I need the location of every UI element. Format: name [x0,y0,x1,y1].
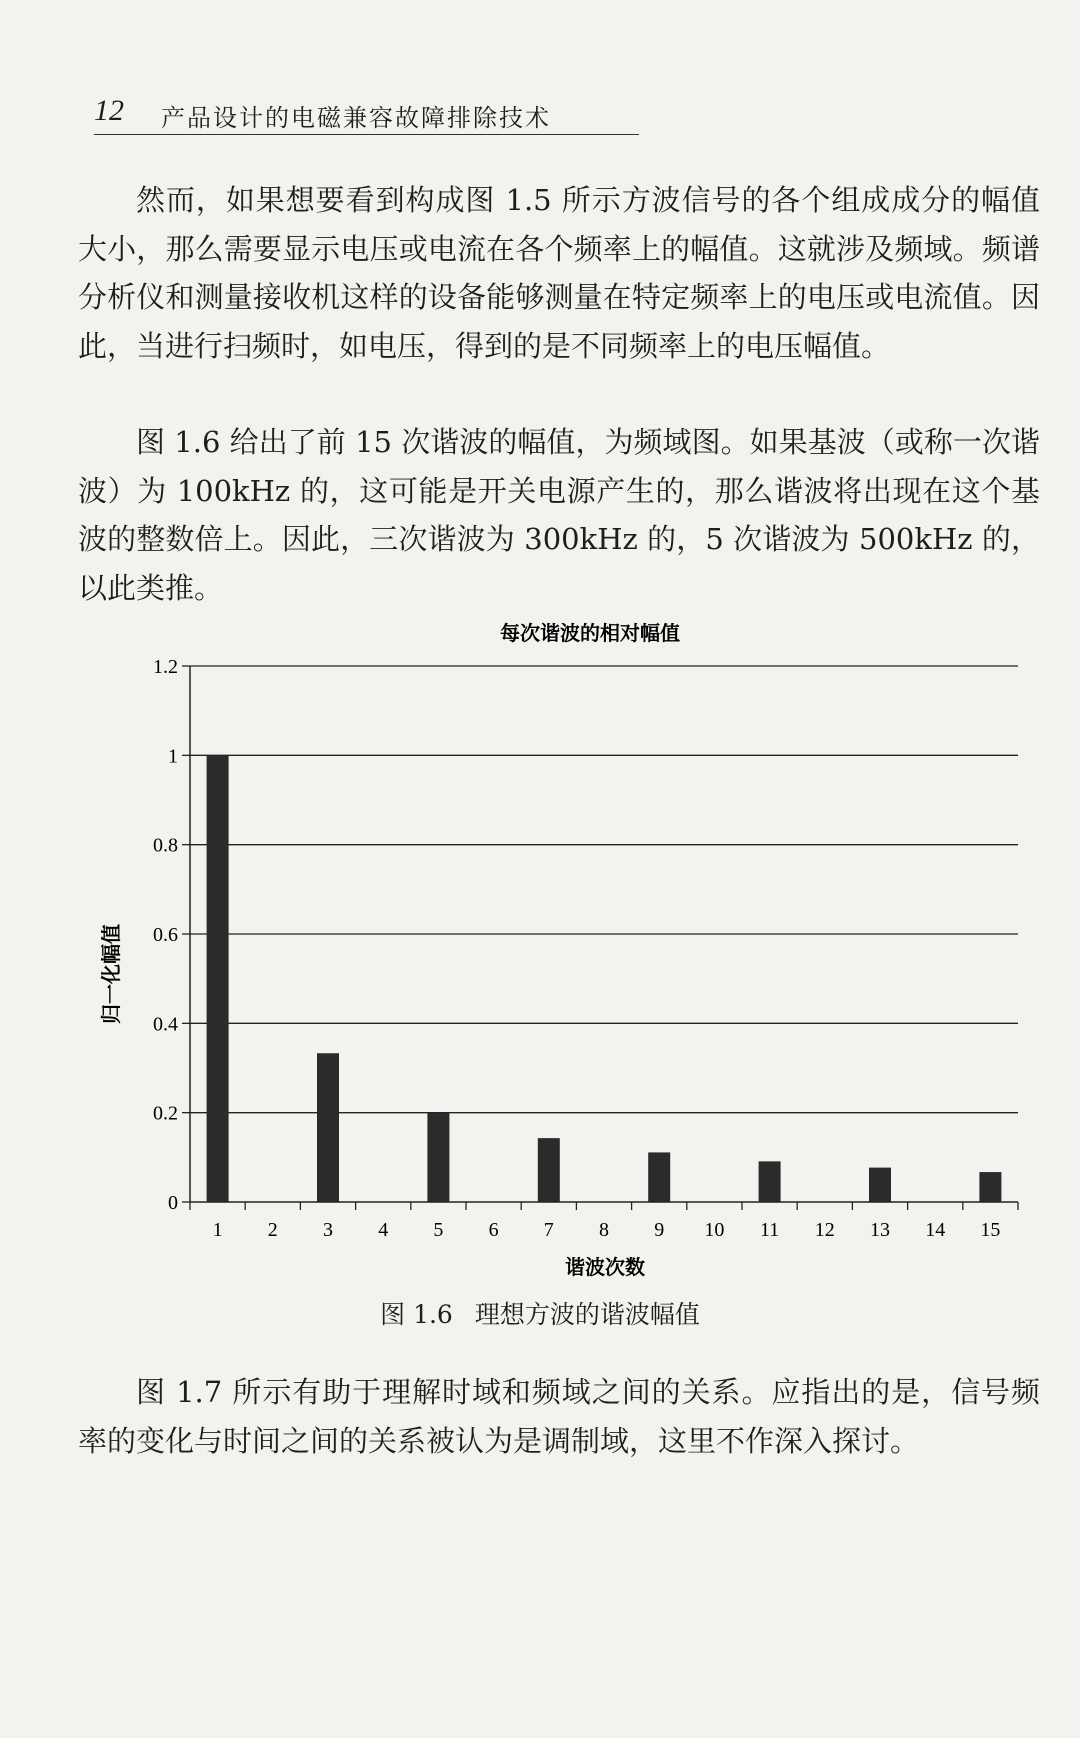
paragraph-2: 图 1.6 给出了前 15 次谐波的幅值，为频域图。如果基波（或称一次谐波）为 100kHz 的，这可能是开关电源产生的，那么谐波将出现在这个基波的整数倍上。因此，三次谐波为 300kHz 的，5 次谐波为 500kHz 的，以此类推。 [78,425,1040,605]
chart-y-label: 归一化幅值 [99,924,123,1024]
x-tick-label: 6 [488,1219,499,1241]
y-tick-label: 1 [168,745,178,768]
x-tick-label: 14 [925,1219,946,1241]
harmonic-bar-chart [0,600,1080,1280]
paragraph-1: 然而，如果想要看到构成图 1.5 所示方波信号的各个组成成分的幅值大小，那么需要显示电压或电流在各个频率上的幅值。这就涉及频域。频谱分析仪和测量接收机这样的设备能够测量在特定频率上的电压或电流值。因此，当进行扫频时，如电压，得到的是不同频率上的电压幅值。 [78,183,1040,363]
x-tick-label: 10 [704,1219,725,1241]
x-tick-label: 8 [599,1219,609,1241]
bar-harmonic-9 [648,1152,670,1202]
page-number: 12 [94,94,124,127]
x-tick-label: 15 [980,1219,1001,1241]
bar-harmonic-13 [869,1168,891,1202]
y-tick-label: 1.2 [153,656,178,678]
y-tick-label: 0.2 [153,1102,178,1125]
y-tick-label: 0.6 [153,924,178,946]
figure-number: 图 1.6 [380,1300,453,1329]
running-header [94,94,639,135]
bar-harmonic-11 [759,1161,781,1202]
x-tick-label: 3 [323,1219,333,1241]
bar-harmonic-1 [207,755,229,1202]
x-tick-label: 5 [433,1219,444,1241]
x-tick-label: 11 [759,1219,780,1241]
x-tick-label: 1 [212,1219,223,1241]
chart-gridlines [190,666,1018,1113]
chart-x-ticks [190,1202,1018,1241]
x-tick-label: 13 [870,1219,890,1241]
bar-harmonic-5 [427,1113,449,1202]
y-tick-label: 0.8 [153,834,178,857]
x-tick-label: 7 [543,1219,554,1241]
paragraph-3: 图 1.7 所示有助于理解时域和频域之间的关系。应指出的是，信号频率的变化与时间之间的关系被认为是调制域，这里不作深入探讨。 [78,1375,1040,1458]
y-tick-label: 0 [168,1192,178,1214]
y-tick-label: 0.4 [153,1013,178,1036]
bar-harmonic-7 [538,1138,560,1202]
chart-title: 每次谐波的相对幅值 [500,621,680,645]
x-tick-label: 12 [814,1219,835,1241]
x-tick-label: 4 [378,1219,389,1241]
chart-y-ticks [153,656,190,1214]
chart-bars [207,755,1002,1202]
x-tick-label: 9 [654,1219,665,1241]
chart-x-label: 谐波次数 [565,1255,645,1279]
figure-caption [0,1295,1080,1331]
bar-harmonic-3 [317,1053,339,1202]
book-title: 产品设计的电磁兼容故障排除技术 [161,104,551,132]
figure-caption-text: 理想方波的谐波幅值 [474,1300,700,1329]
x-tick-label: 2 [267,1219,278,1241]
bar-harmonic-15 [979,1172,1001,1202]
